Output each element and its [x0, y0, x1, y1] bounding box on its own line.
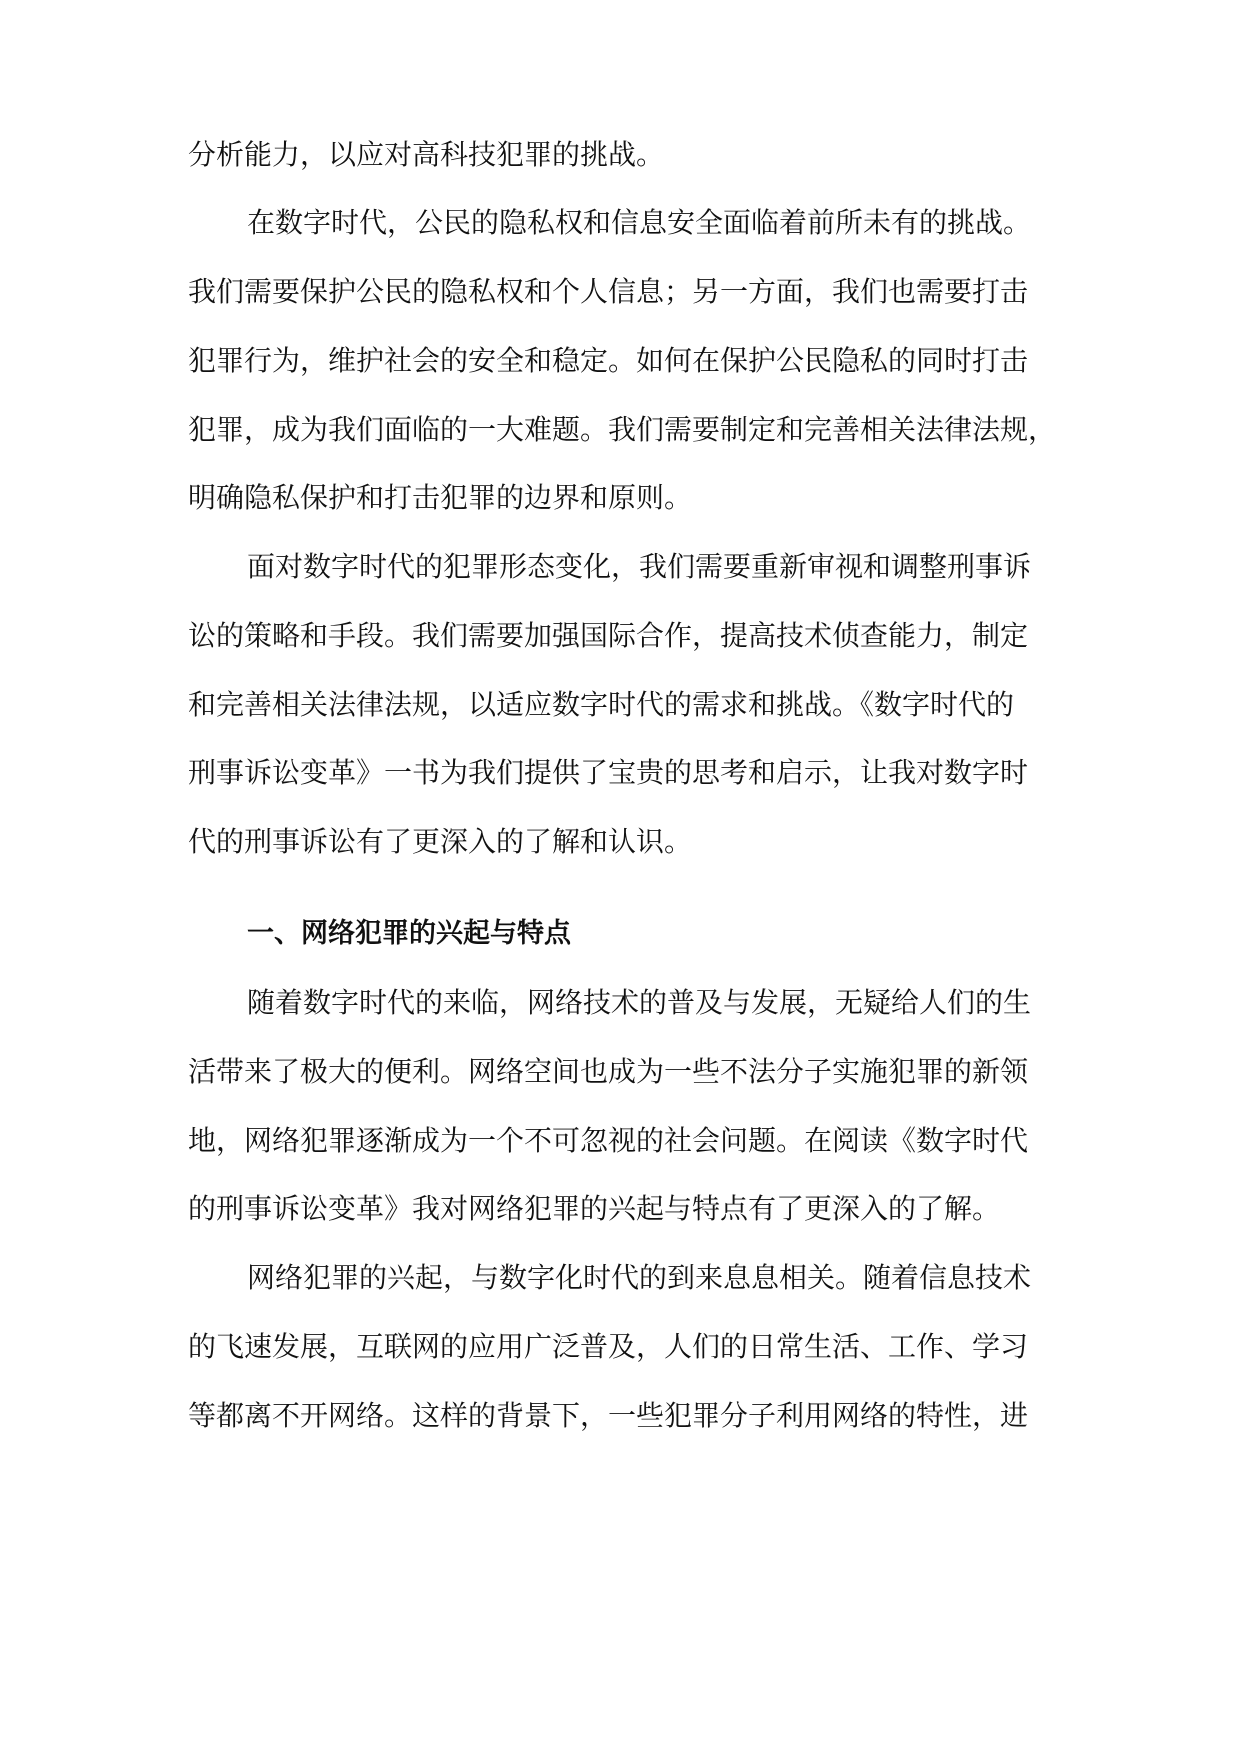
text-line: 等都离不开网络。这样的背景下，一些犯罪分子利用网络的特性，进 [188, 1399, 1029, 1432]
text-line: 和完善相关法律法规，以适应数字时代的需求和挑战。《数字时代的 [188, 688, 1015, 721]
text-line: 犯罪，成为我们面临的一大难题。我们需要制定和完善相关法律法规， [188, 413, 1057, 446]
text-line: 在数字时代，公民的隐私权和信息安全面临着前所未有的挑战。 [247, 206, 1032, 239]
text-line: 刑事诉讼变革》一书为我们提供了宝贵的思考和启示，让我对数字时 [188, 756, 1029, 789]
text-line: 活带来了极大的便利。网络空间也成为一些不法分子实施犯罪的新领 [188, 1055, 1029, 1088]
text-line: 明确隐私保护和打击犯罪的边界和原则。 [188, 481, 693, 514]
text-line: 分析能力，以应对高科技犯罪的挑战。 [188, 138, 665, 171]
text-line: 面对数字时代的犯罪形态变化，我们需要重新审视和调整刑事诉 [247, 550, 1032, 583]
text-line: 的刑事诉讼变革》我对网络犯罪的兴起与特点有了更深入的了解。 [188, 1192, 1001, 1225]
text-line: 网络犯罪的兴起，与数字化时代的到来息息相关。随着信息技术 [247, 1261, 1032, 1294]
section-heading: 一、网络犯罪的兴起与特点 [247, 918, 571, 949]
text-line: 地，网络犯罪逐渐成为一个不可忽视的社会问题。在阅读《数字时代 [188, 1124, 1029, 1157]
text-line: 代的刑事诉讼有了更深入的了解和认识。 [188, 825, 693, 858]
text-line: 的飞速发展，互联网的应用广泛普及，人们的日常生活、工作、学习 [188, 1330, 1029, 1363]
text-line: 讼的策略和手段。我们需要加强国际合作，提高技术侦查能力，制定 [188, 619, 1029, 652]
text-line: 随着数字时代的来临，网络技术的普及与发展，无疑给人们的生 [247, 986, 1032, 1019]
text-line: 我们需要保护公民的隐私权和个人信息；另一方面，我们也需要打击 [188, 275, 1029, 308]
text-line: 犯罪行为，维护社会的安全和稳定。如何在保护公民隐私的同时打击 [188, 344, 1029, 377]
